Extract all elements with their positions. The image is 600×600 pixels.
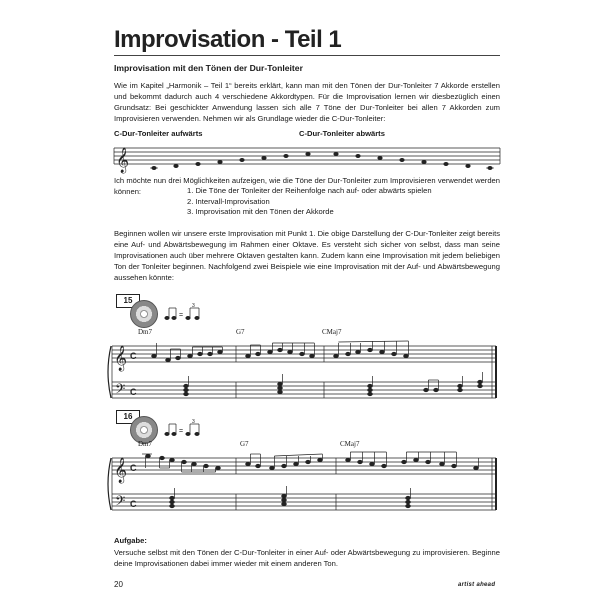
chord-symbol: G7 (240, 440, 249, 448)
possibilities-lead: Ich möchte nun drei Möglichkeiten aufzeigen, wie die Töne der Dur-Tonleiter zum Improvisieren verwendet werden können: (114, 176, 500, 196)
svg-text:=: = (179, 428, 184, 435)
chord-symbol: CMaj7 (340, 440, 360, 448)
scale-label-down: C-Dur-Tonleiter abwärts (299, 129, 385, 138)
svg-text:C: C (130, 387, 137, 397)
example-number: 15 (116, 294, 140, 308)
page-number: 20 (114, 580, 123, 589)
list-item: 1. Die Töne der Tonleiter der Reihenfolge nach auf- oder abwärts spielen (187, 186, 432, 195)
example-number: 16 (116, 410, 140, 424)
chord-symbol: CMaj7 (322, 328, 342, 336)
chord-symbol: Dm7 (138, 328, 152, 336)
list-item: 3. Improvisation mit den Tönen der Akkorde (187, 207, 334, 216)
svg-text:C: C (130, 499, 137, 509)
svg-text:=: = (179, 312, 184, 319)
possibilities-list (187, 186, 432, 218)
chord-symbol: G7 (236, 328, 245, 336)
cd-icon (130, 300, 158, 328)
svg-text:C: C (130, 463, 137, 473)
svg-text:3: 3 (192, 419, 195, 425)
intro-paragraph: Wie im Kapitel „Harmonik – Teil 1“ bereits erklärt, kann man mit den Tönen der Dur-Tonleiter 7 Akkorde erstellen und bekommt dadurch auch 4 verschiedene Akkordtypen. Für die Improvisation lernen wir diesbezüglich einen Grundsatz: Bei geschickter Anwendung lassen sich alle 7 Töne der Dur-Tonleiter bei allen 7 Akkorden zum Improvisieren verwenden. Nehmen wir als Grundlage wieder die C-Dur-Tonleiter: (114, 81, 500, 123)
swing-rhythm-icon (164, 304, 204, 324)
treble-clef-icon: 𝄞 (116, 148, 130, 173)
page-title: Improvisation - Teil 1 (114, 26, 342, 53)
brand-logo: artist ahead (458, 582, 496, 588)
section-subtitle: Improvisation mit den Tönen der Dur-Tonleiter (114, 63, 303, 73)
grand-staff-example-16 (108, 448, 498, 524)
bass-clef-icon: 𝄢 (115, 493, 126, 512)
swing-rhythm-icon (164, 420, 204, 440)
chord-symbol: Dm7 (138, 440, 152, 448)
svg-text:3: 3 (192, 303, 195, 309)
title-rule (114, 55, 500, 56)
paragraph-2: Beginnen wollen wir unsere erste Improvisation mit Punkt 1. Die obige Darstellung der C-Dur-Tonleiter zeigt bereits eine Auf- und Abwärtsbewegung im Rahmen einer Oktave. Es versteht sich sicher von selbst, dass man seine Improvisationen auch über mehrere Oktaven gestalten kann. Zudem kann eine Improvisation mit jedem beliebigen Ton der Tonleiter beginnen. Nachfolgend zwei Beispiele wie eine Improvisation mit der Auf- und Abwärtsbewegung aussehen könnte: (114, 229, 500, 282)
bass-clef-icon: 𝄢 (115, 381, 126, 400)
svg-text:C: C (130, 351, 137, 361)
list-item: 2. Intervall-Improvisation (187, 196, 270, 206)
treble-clef-icon: 𝄞 (114, 346, 128, 371)
scale-staff (114, 142, 502, 176)
task-label: Aufgabe: (114, 536, 147, 545)
scale-label-up: C-Dur-Tonleiter aufwärts (114, 129, 203, 138)
treble-clef-icon: 𝄞 (114, 458, 128, 483)
grand-staff-example-15 (108, 336, 498, 412)
task-text: Versuche selbst mit den Tönen der C-Dur-Tonleiter in einer Auf- oder Abwärtsbewegung zu improvisieren. Beginne deine Improvisationen dabei immer wieder mit einem anderen Ton. (114, 548, 500, 568)
